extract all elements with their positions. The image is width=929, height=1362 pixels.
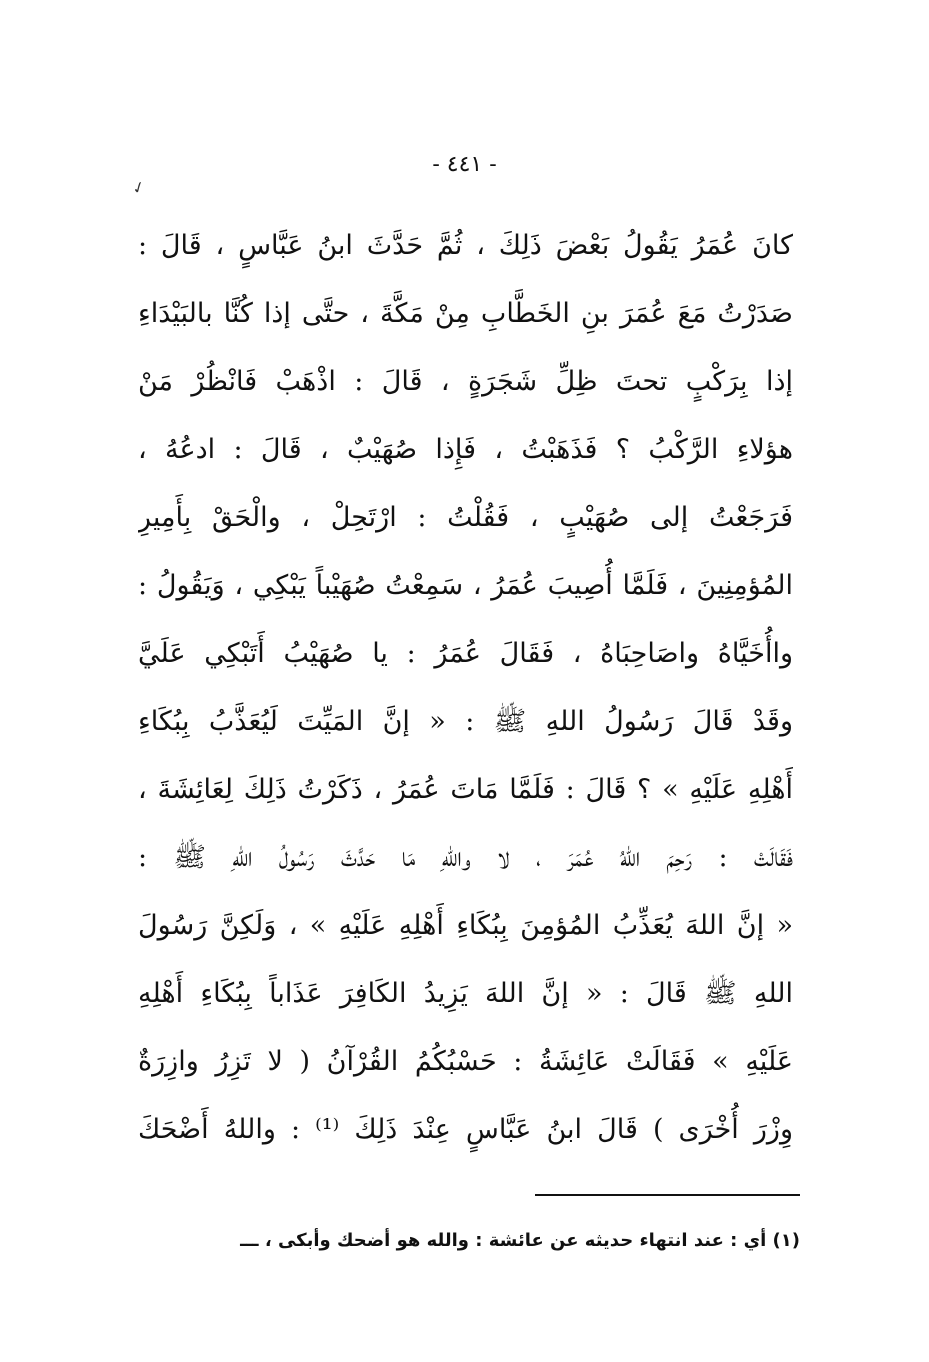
text-line: هؤلاءِ الرَّكْبُ ؟ فَذَهَبْتُ ، فَإِذا صُهَيْبٌ ، قَالَ : ادعُهُ ، [138, 434, 793, 465]
text-line: واأُخَيَّاهُ واصَاحِبَاهُ ، فَقَالَ عُمَرُ : يا صُهَيْبُ أَتَبْكِي عَلَيَّ [138, 638, 793, 669]
text-line: المُؤمِنِينَ ، فَلَمَّا أُصِيبَ عُمَرُ ، سَمِعْتُ صُهَيْباً يَبْكِي ، وَيَقُولُ : [138, 570, 793, 601]
text-line: صَدَرْتُ مَعَ عُمَرَ بنِ الخَطَّابِ مِنْ مَكَّةَ ، حتَّى إذا كُنَّا بالبَيْدَاءِ [138, 298, 793, 329]
text-line: كانَ عُمَرُ يَقُولُ بَعْضَ ذَلِكَ ، ثُمَّ حَدَّثَ ابنُ عَبَّاسٍ ، قَالَ : [138, 230, 793, 261]
text-line: « إنَّ اللهَ يُعَذِّبُ المُؤمِنَ بِبُكَاءِ أَهْلِهِ عَلَيْهِ » ، وَلَكِنَّ رَسُولَ [138, 910, 793, 941]
page-number: - ٤٤١ - [432, 152, 497, 177]
text-line: أَهْلِهِ عَلَيْهِ » ؟ قَالَ : فَلَمَّا مَاتَ عُمَرُ ، ذَكَرْتُ ذَلِكَ لِعَائِشَةَ ، [138, 774, 793, 805]
main-text [138, 215, 793, 1167]
text-line: فَقَالَتْ : رَحِمَ اللهُ عُمَرَ ، لا واللهِ مَا حَدَّثَ رَسُولُ اللهِ ﷺ : [138, 842, 793, 873]
margin-check-mark: ✓ [129, 176, 149, 199]
text-line: إذا بِرَكْبٍ تحتَ ظِلِّ شَجَرَةٍ ، قَالَ : اذْهَبْ فَانْظُرْ مَنْ [138, 366, 793, 397]
text-line: وقَدْ قَالَ رَسُولُ اللهِ ﷺ : « إنَّ المَيِّتَ لَيُعَذَّبُ بِبُكَاءِ [138, 706, 793, 737]
text-line: عَلَيْهِ » فَقَالَتْ عَائِشَةُ : حَسْبُكُمُ القُرْآنُ ( لا تَزِرُ وازِرَةٌ [138, 1046, 793, 1077]
text-line: اللهِ ﷺ قَالَ : « إنَّ اللهَ يَزِيدُ الكَافِرَ عَذَاباً بِبُكَاءِ أَهْلِهِ [138, 978, 793, 1009]
footnote-divider [535, 1194, 800, 1196]
footnote: (١) أي : عند انتهاء حديثه عن عائشة : والله هو أضحك وأبكى ، ـــ [240, 1230, 800, 1251]
text-line: فَرَجَعْتُ إلى صُهَيْبٍ ، فَقُلْتُ : ارْتَحِلْ ، والْحَقْ بِأَمِيرِ [138, 502, 793, 533]
text-line: وِزْرَ أُخْرَى ) قَالَ ابنُ عَبَّاسٍ عِنْدَ ذَلِكَ ⁽¹⁾ : واللهُ أَضْحَكَ [138, 1114, 793, 1145]
